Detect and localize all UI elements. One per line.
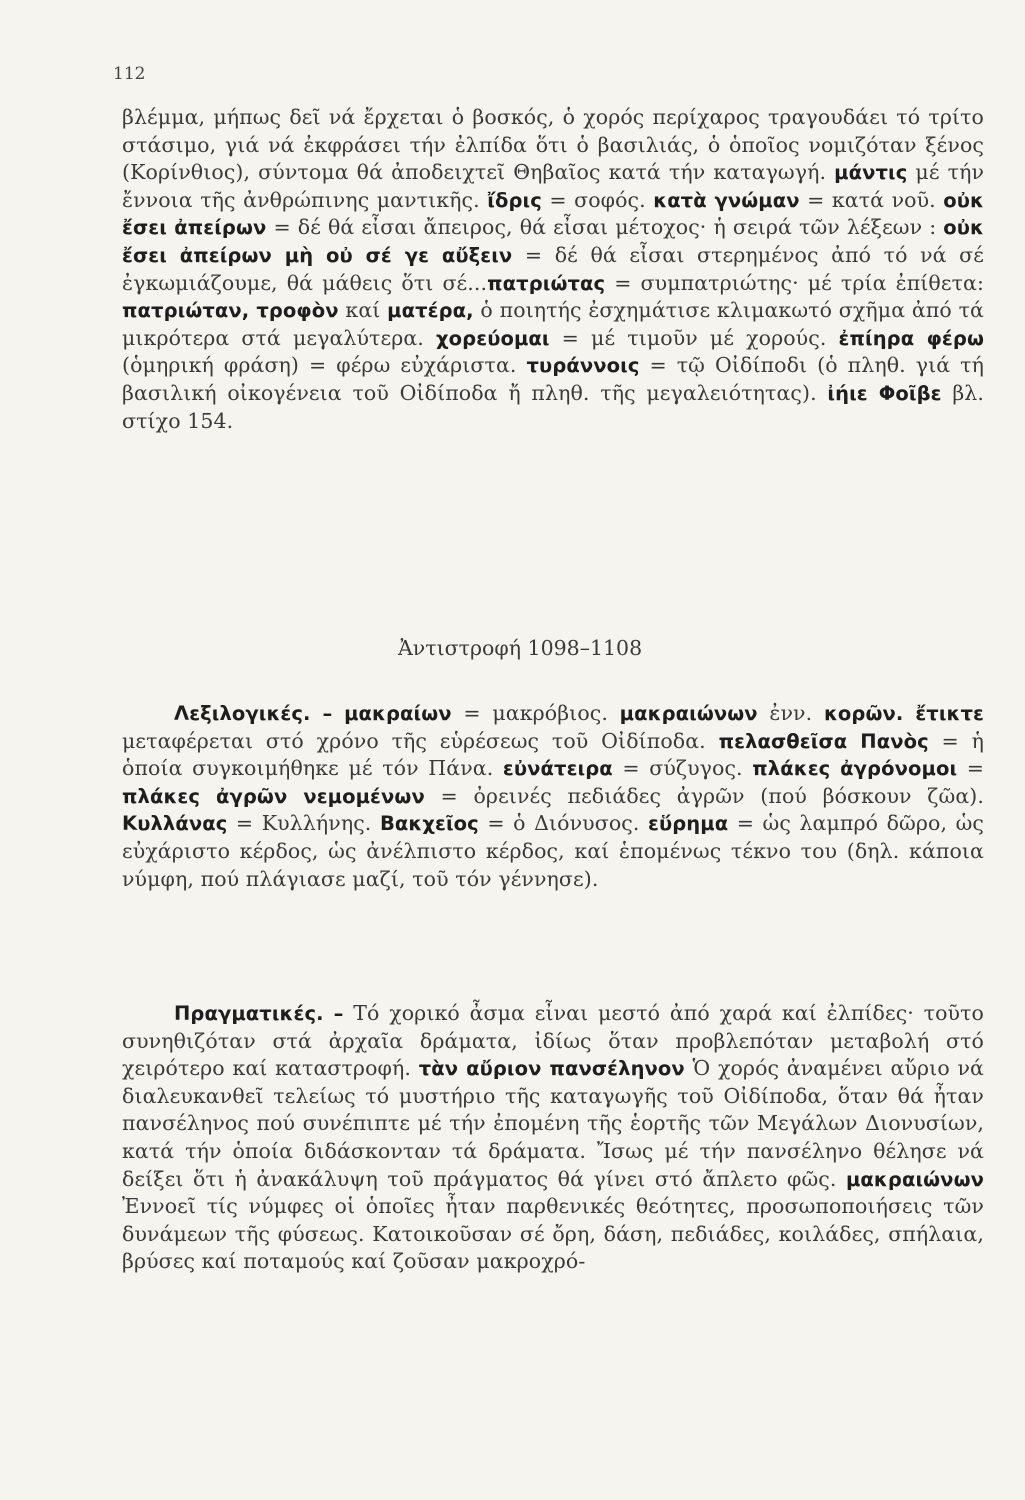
term: μακραίων xyxy=(344,702,452,725)
section-title: Ἀντιστροφή 1098–1108 xyxy=(398,636,643,660)
text-run: = κατά νοῦ. xyxy=(799,187,944,212)
lexical-notes xyxy=(122,700,984,893)
notes-paragraph-1 xyxy=(122,104,984,435)
text-run: βλέμμα, μήπως δεῖ νά ἔρχεται ὁ βοσκός, ὁ χορός περίχαρος τραγουδάει τό τρίτο στάσιμο, γιά νά ἐκφράσει τήν ἐλπίδα ὅτι ὁ βασιλιάς, ὁ ὁποῖος νομιζόταν ξένος (Κορίνθιος), σύντομα θά ἀποδειχτεῖ Θηβαῖος κατά τήν καταγωγή. xyxy=(122,105,984,185)
text-run: = xyxy=(957,756,985,781)
term: πελασθεῖσα Πανὸς xyxy=(718,729,929,753)
term: τυράννοις xyxy=(526,354,640,378)
term: μακραιώνων xyxy=(619,702,758,725)
text-run: = μακρόβιος. xyxy=(451,701,620,725)
text-run: ὁ ποιητής ἐσχημάτισε κλιμακωτό σχῆμα ἀπό τά μικρότερα στά μεγαλύτερα. xyxy=(122,298,984,350)
term: ἰήιε Φοῖβε xyxy=(827,381,942,405)
text-run: (ὁμηρική φράση) = φέρω εὐχάριστα. xyxy=(122,353,527,378)
factual-notes xyxy=(122,1000,984,1276)
section-heading: Λεξιλογικές. – xyxy=(174,702,333,725)
text-run: = ὀρεινές πεδιάδες ἀγρῶν (πού βόσκουν ζῶα). xyxy=(424,783,984,808)
term: πατριώταν, τροφὸν xyxy=(122,299,339,323)
term: Βακχεῖος xyxy=(379,812,479,836)
text-run: μεταφέρεται στό χρόνο τῆς εὑρέσεως τοῦ Οἰδίποδα. xyxy=(122,728,719,753)
term: κατὰ γνώμαν xyxy=(653,188,800,212)
term: μακραιώνων xyxy=(845,1167,984,1191)
term: τὰν αὔριον πανσέληνον xyxy=(418,1057,685,1081)
term: εὕρημα xyxy=(648,812,729,836)
term: κορῶν. ἔτικτε xyxy=(823,702,985,725)
term: πλάκες ἀγρῶν νεμομένων xyxy=(122,784,425,808)
section-heading: Πραγματικές. – xyxy=(174,1002,344,1025)
term: οὐκ ἔσει ἀπείρων μὴ οὐ σέ γε αὔξειν xyxy=(122,216,984,267)
text-run: Τό χορικό ἆσμα εἶναι μεστό ἀπό χαρά καί ἐλπίδες· τοῦτο συνηθιζόταν στά ἀρχαῖα δράματα, ἰδίως ὅταν προβλεπόταν μεταβολή στό χειρότερο καί καταστροφή. xyxy=(122,1001,984,1081)
text-run: = μέ τιμοῦν μέ χορούς. xyxy=(549,325,839,350)
text-run: = ἡ ὁποία συγκοιμήθηκε μέ τόν Πάνα. xyxy=(122,728,984,781)
term: χορεύομαι xyxy=(436,326,550,350)
term: ματέρα, xyxy=(387,299,474,323)
text-run: μέ τήν ἔννοια τῆς ἀνθρώπινης μαντικῆς. xyxy=(122,160,985,212)
text-run: = ὁ Διόνυσος. xyxy=(478,811,648,836)
page-number: 112 xyxy=(113,64,146,84)
term: πλάκες ἀγρόνομοι xyxy=(752,757,958,781)
text-run: = συμπατριώτης· μέ τρία ἐπίθετα: xyxy=(605,270,984,295)
text-run: = Κυλλήνης. xyxy=(227,811,380,836)
text-run: καί xyxy=(338,298,388,323)
term: πατριώτας xyxy=(487,271,606,295)
term: μάντις xyxy=(834,161,908,185)
term: Κυλλάνας xyxy=(122,812,228,836)
text-run: = σοφός. xyxy=(541,187,654,212)
term: εὐνάτειρα xyxy=(502,757,613,781)
text-run: βλ. στίχο 154. xyxy=(122,380,984,433)
text-run: = τῷ Οἰδίποδι (ὁ πληθ. γιά τή βασιλική οἰκογένεια τοῦ Οἰδίποδα ἤ πληθ. τῆς μεγαλειότητας). xyxy=(122,353,984,405)
term: ἴδρις xyxy=(487,188,542,212)
text-run: = δέ θά εἶσαι στερημένος ἀπό τό νά σέ ἐγκωμιάζουμε, θά μάθεις ὅτι σέ... xyxy=(122,242,984,295)
text-run: Ὁ χορός ἀναμένει αὔριο νά διαλευκανθεῖ τελείως τό μυστήριο τῆς καταγωγῆς τοῦ Οἰδίποδα, ὅταν θά ἦταν πανσέληνος πού συνέπιπτε μέ τήν ἐπομένη τῆς ἑορτῆς τῶν Μεγάλων Διονυσίων, κατά τήν ὁποία διδάσκονταν τά δράματα. Ἴσως μέ τήν πανσέληνο θέλησε νά δείξει ὅτι ἡ ἀνακάλυψη τοῦ πράγματος θά γίνει στό ἄπλετο φῶς. xyxy=(122,1056,984,1191)
term: ἐπίηρα φέρω xyxy=(838,326,984,350)
text-run: = ὡς λαμπρό δῶρο, ὡς εὐχάριστο κέρδος, ὡς ἀνέλπιστο κέρδος, καί ἑπομένως τέκνο του (δηλ. κάποια νύμφη, πού πλάγιασε μαζί, τοῦ τόν γέννησε). xyxy=(122,811,984,891)
text-run: = σύζυγος. xyxy=(612,756,753,781)
text-run: = δέ θά εἶσαι ἄπειρος, θά εἶσαι μέτοχος· ἡ σειρά τῶν λέξεων : xyxy=(266,215,944,240)
text-run: Ἐννοεῖ τίς νύμφες οἱ ὁποῖες ἦταν παρθενικές θεότητες, προσωποποιήσεις τῶν δυνάμεων τῆς φύσεως. Κατοικοῦσαν σέ ὄρη, δάση, πεδιάδες, κοιλάδες, σπήλαια, βρύσες καί ποταμούς καί ζοῦσαν μακροχρό- xyxy=(122,1194,984,1274)
text-run: ἐνν. xyxy=(757,701,824,725)
term: οὐκ ἔσει ἀπείρων xyxy=(122,188,984,240)
